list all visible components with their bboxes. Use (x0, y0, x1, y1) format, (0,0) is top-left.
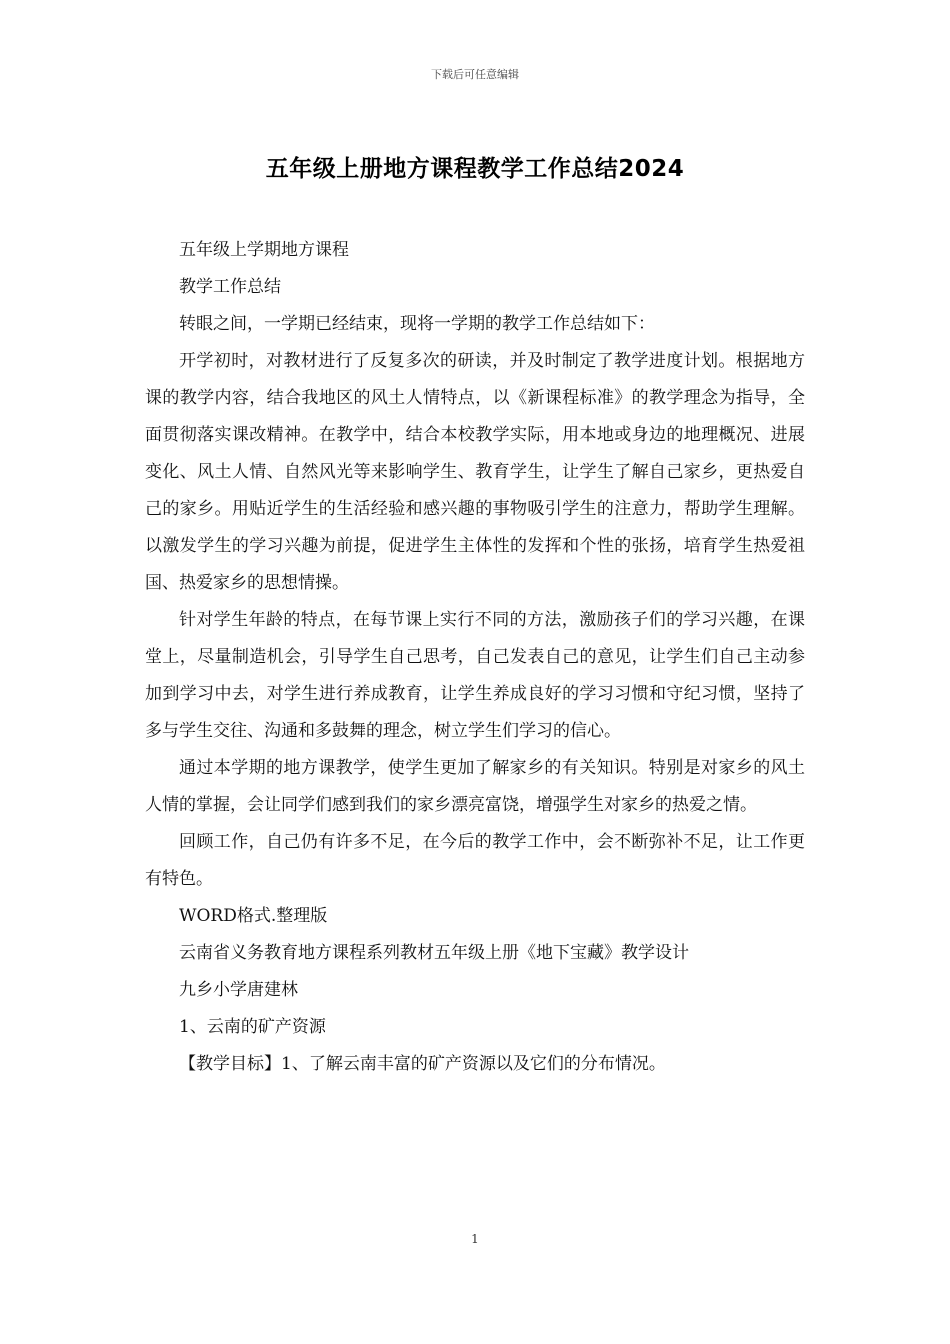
paragraph-body-3: 通过本学期的地方课教学，使学生更加了解家乡的有关知识。特别是对家乡的风土人情的掌握，会让同学们感到我们的家乡漂亮富饶，增强学生对家乡的热爱之情。 (145, 758, 805, 815)
paragraph-body-1: 开学初时，对教材进行了反复多次的研读，并及时制定了教学进度计划。根据地方课的教学内容，结合我地区的风土人情特点，以《新课程标准》的教学理念为指导，全面贯彻落实课改精神。在教学中，结合本校教学实际，用本地或身边的地理概况、进展变化、风土人情、自然风光等来影响学生、教育学生，让学生了解自己家乡，更热爱自己的家乡。用贴近学生的生活经验和感兴趣的事物吸引学生的注意力，帮助学生理解。以激发学生的学习兴趣为前提，促进学生主体性的发挥和个性的张扬，培育学生热爱祖国、热爱家乡的思想情操。 (145, 351, 805, 593)
paragraph-subtitle-1: 五年级上学期地方课程 (179, 240, 349, 260)
paragraph-format-note: WORD格式.整理版 (179, 906, 328, 926)
paragraph-body-2: 针对学生年龄的特点，在每节课上实行不同的方法，激励孩子们的学习兴趣，在课堂上，尽量制造机会，引导学生自己思考，自己发表自己的意见，让学生们自己主动参加到学习中去，对学生进行养成教育，让学生养成良好的学习习惯和守纪习惯，坚持了多与学生交往、沟通和多鼓舞的理念，树立学生们学习的信心。 (145, 610, 805, 741)
paragraph-author: 九乡小学唐建林 (179, 980, 298, 1000)
paragraph-subtitle-2: 教学工作总结 (179, 277, 281, 297)
paragraph-body-4: 回顾工作，自己仍有许多不足，在今后的教学工作中，会不断弥补不足，让工作更有特色。 (145, 832, 805, 889)
paragraph-section-heading: 1、云南的矿产资源 (179, 1017, 326, 1037)
paragraph-intro: 转眼之间，一学期已经结束，现将一学期的教学工作总结如下： (179, 314, 655, 334)
paragraph-design-title: 云南省义务教育地方课程系列教材五年级上册《地下宝藏》教学设计 (179, 943, 689, 963)
page-header-note: 下载后可任意编辑 (431, 68, 519, 81)
document-title: 五年级上册地方课程教学工作总结2024 (265, 156, 685, 182)
document-body (145, 232, 805, 1083)
page-number: 1 (471, 1232, 479, 1246)
paragraph-objective: 【教学目标】1、了解云南丰富的矿产资源以及它们的分布情况。 (179, 1054, 666, 1074)
